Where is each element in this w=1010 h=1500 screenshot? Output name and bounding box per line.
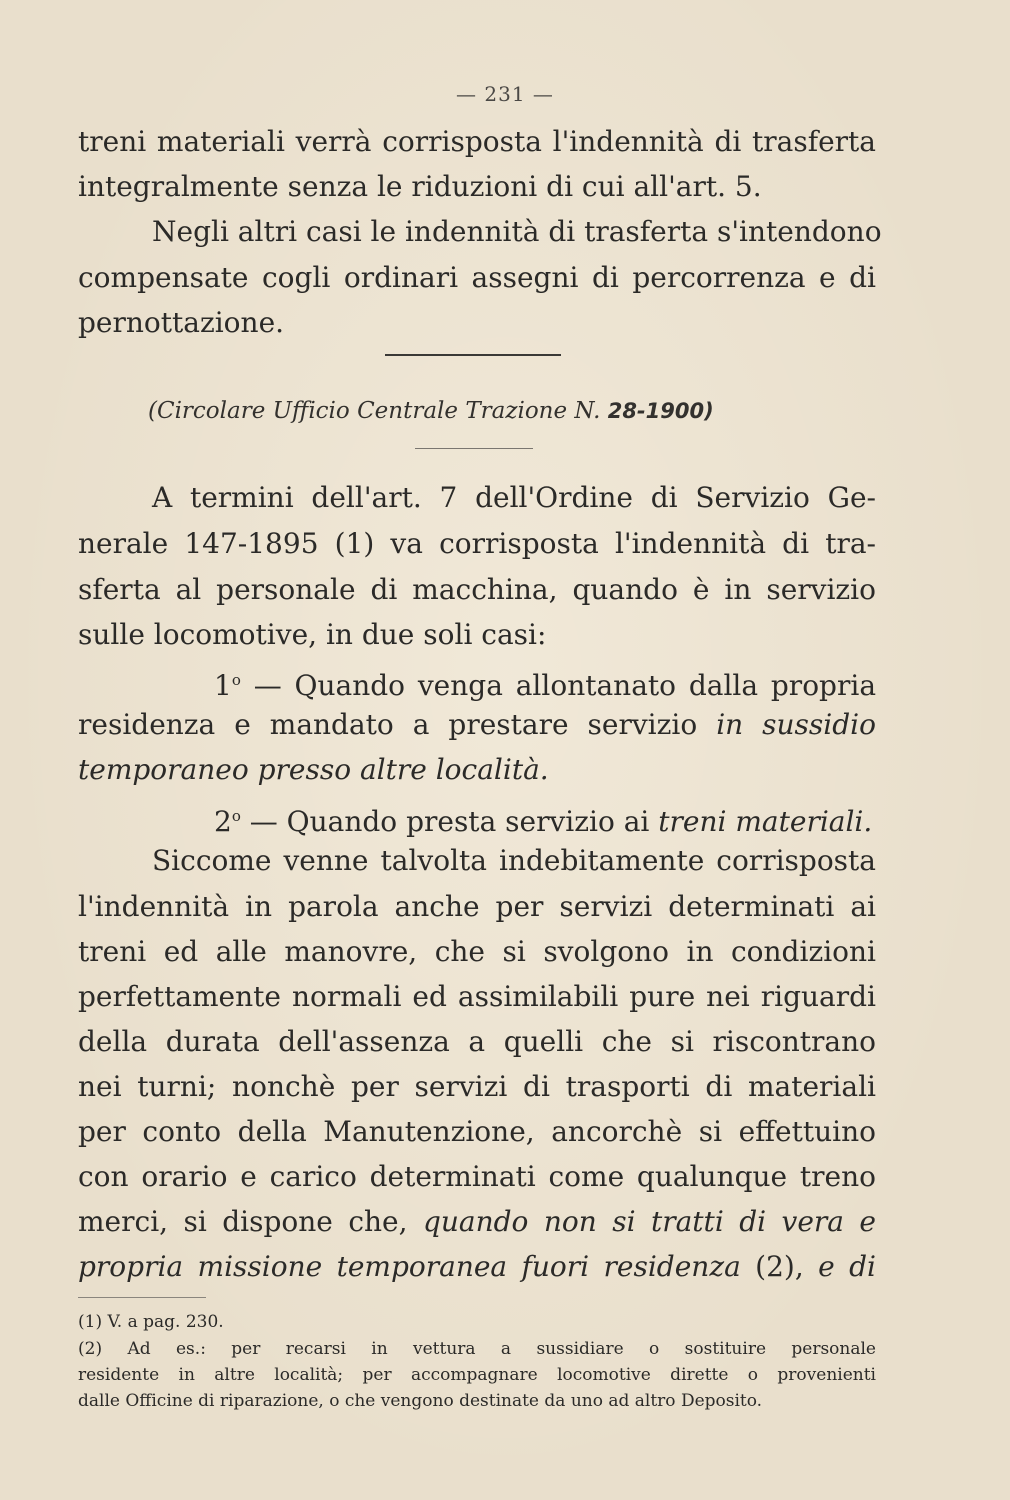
text-line: nei turni; nonchè per servizi di trasporti di materiali [78, 1070, 876, 1103]
body-text: merci, si dispone che, [78, 1205, 408, 1238]
emphasis-text: treni materiali. [658, 805, 873, 838]
circular-title: (Circolare Ufficio Centrale Trazione N. [148, 398, 601, 424]
text-line [78, 1205, 876, 1239]
section-divider [385, 354, 561, 356]
ordinal-mark: o [231, 671, 241, 689]
text-line [78, 663, 876, 703]
text-line: compensate cogli ordinari assegni di percorrenza e di [78, 261, 876, 294]
text-line [78, 1250, 876, 1284]
footnote-divider [78, 1297, 206, 1298]
emphasis-text: in sussidio [716, 708, 876, 741]
case-number: 2 [214, 805, 232, 838]
text-line [78, 753, 876, 787]
text-line: perfettamente normali ed assimilabili pure nei riguardi [78, 980, 876, 1013]
text-line: integralmente senza le riduzioni di cui all'art. 5. [78, 170, 762, 203]
text-line: A termini dell'art. 7 dell'Ordine di Servizio Ge- [152, 481, 876, 514]
text-line: con orario e carico determinati come qualunque treno [78, 1160, 876, 1193]
ordinal-mark: o [231, 807, 241, 825]
text-line: l'indennità in parola anche per servizi determinati ai [78, 890, 876, 923]
text-line: nerale 147-1895 (1) va corrisposta l'indennità di tra- [78, 527, 876, 560]
emphasis-text: quando non si tratti di vera e [422, 1205, 876, 1238]
text-line [78, 708, 876, 742]
footnote-2-line: residente in altre località; per accompagnare locomotive dirette o provenienti [78, 1365, 876, 1385]
text-line: pernottazione. [78, 306, 285, 339]
case-text: — Quando venga allontanato dalla propria [253, 669, 877, 702]
text-line: della durata dell'assenza a quelli che si riscontrano [78, 1025, 876, 1058]
page-number: — 231 — [456, 82, 554, 106]
text-line: treni ed alle manovre, che si svolgono in condizioni [78, 935, 876, 968]
text-line: per conto della Manutenzione, ancorchè si effettuino [78, 1115, 876, 1148]
text-line: sulle locomotive, in due soli casi: [78, 618, 547, 651]
emphasis-text: temporaneo presso altre località. [78, 753, 549, 786]
circular-reference [148, 398, 714, 424]
footnote-ref: (2), [755, 1250, 804, 1283]
text-line [78, 799, 876, 839]
case-number: 1 [214, 669, 232, 702]
circular-number: 28-1900) [607, 399, 714, 423]
text-line: Siccome venne talvolta indebitamente corrisposta [152, 844, 876, 877]
footnote-1: (1) V. a pag. 230. [78, 1312, 224, 1332]
section-divider [415, 448, 533, 449]
text-line: sferta al personale di macchina, quando è in servizio [78, 573, 876, 606]
footnote-2-line: (2) Ad es.: per recarsi in vettura a sussidiare o sostituire personale [78, 1339, 876, 1359]
emphasis-text: e di [818, 1250, 876, 1283]
footnote-2-line: dalle Officine di riparazione, o che vengono destinate da uno ad altro Deposito. [78, 1391, 763, 1411]
text-line: treni materiali verrà corrisposta l'indennità di trasferta [78, 125, 876, 158]
text-line: Negli altri casi le indennità di trasferta s'intendono [152, 215, 882, 248]
emphasis-text: propria missione temporanea fuori residenza [78, 1250, 741, 1283]
case-text: residenza e mandato a prestare servizio [78, 708, 698, 741]
case-text: — Quando presta servizio ai [249, 805, 650, 838]
